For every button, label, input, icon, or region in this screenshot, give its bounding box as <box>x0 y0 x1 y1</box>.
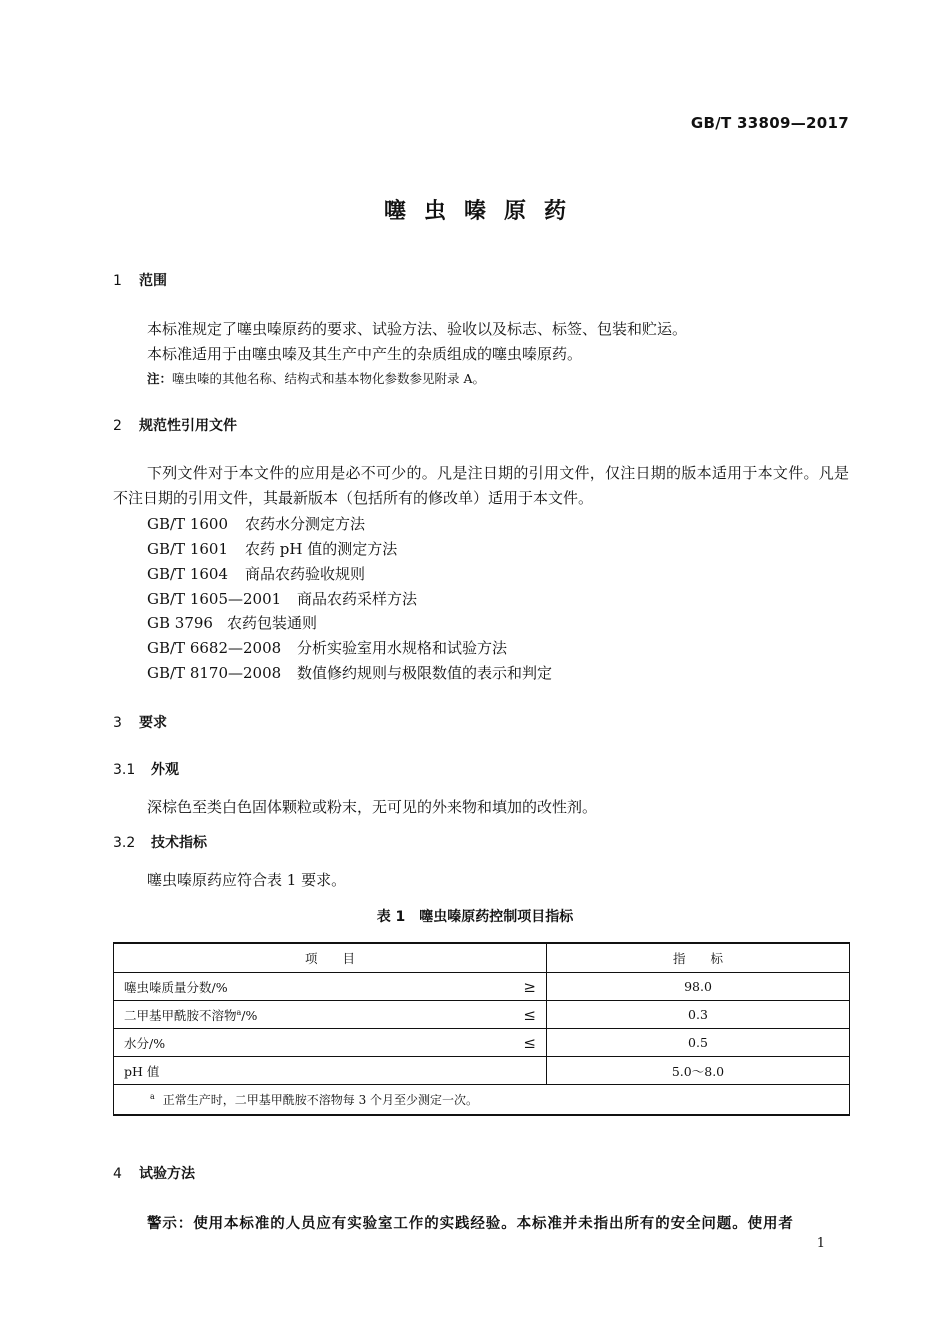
section-3-1-heading <box>113 759 179 779</box>
standard-code-header: GB/T 33809—2017 <box>690 114 849 132</box>
note-label: 注： <box>147 371 173 386</box>
section-1-heading <box>113 270 167 290</box>
reference-item <box>147 538 397 559</box>
section-number: 3.2 <box>113 835 136 851</box>
value-cell: 5.0～8.0 <box>547 1057 850 1085</box>
reference-name: 数值修约规则与极限数值的表示和判定 <box>297 664 553 682</box>
reference-name: 农药水分测定方法 <box>245 515 366 533</box>
scope-note <box>147 369 485 387</box>
value-cell: 0.3 <box>547 1001 850 1029</box>
references-intro: 下列文件对于本文件的应用是必不可少的。凡是注日期的引用文件，仅注日期的版本适用于本文件。凡是不注日期的引用文件，其最新版本（包括所有的修改单）适用于本文件。 <box>113 464 849 507</box>
reference-name: 农药包装通则 <box>227 614 318 632</box>
item-cell <box>114 1029 547 1057</box>
page-number: 1 <box>816 1236 825 1251</box>
table-footnote <box>114 1085 850 1116</box>
value-cell: 0.5 <box>547 1029 850 1057</box>
section-3-2-heading <box>113 832 207 852</box>
reference-item <box>147 563 365 584</box>
footnote-marker: a <box>236 1007 242 1017</box>
section-number: 1 <box>113 273 122 289</box>
table-header-row <box>114 943 850 973</box>
section-title: 试验方法 <box>139 1166 195 1182</box>
note-text: 噻虫嗪的其他名称、结构式和基本物化参数参见附录 A。 <box>172 371 486 386</box>
reference-code: GB 3796 <box>147 614 213 632</box>
reference-name: 商品农药采样方法 <box>297 590 418 608</box>
section-title: 范围 <box>139 273 167 289</box>
reference-code: GB/T 1604 <box>147 565 229 583</box>
spec-table <box>113 942 850 1116</box>
scope-paragraph-1: 本标准规定了噻虫嗪原药的要求、试验方法、验收以及标志、标签、包装和贮运。 <box>147 320 688 338</box>
item-cell <box>114 1057 547 1085</box>
item-name: 二甲基甲酰胺不溶物 <box>124 1007 237 1023</box>
item-cell <box>114 973 547 1001</box>
reference-code: GB/T 1605—2001 <box>147 590 282 608</box>
reference-item <box>147 637 507 658</box>
item-name: 噻虫嗪质量分数/% <box>124 979 228 995</box>
appearance-text: 深棕色至类白色固体颗粒或粉末，无可见的外来物和填加的改性剂。 <box>147 798 598 816</box>
reference-code: GB/T 8170—2008 <box>147 664 282 682</box>
section-title: 要求 <box>139 715 167 731</box>
reference-name: 商品农药验收规则 <box>245 565 366 583</box>
section-title: 规范性引用文件 <box>139 418 237 434</box>
section-number: 3.1 <box>113 762 136 778</box>
item-name: pH 值 <box>124 1063 160 1079</box>
table-row <box>114 1057 850 1085</box>
table-row <box>114 973 850 1001</box>
technical-index-text: 噻虫嗪原药应符合表 1 要求。 <box>147 871 347 889</box>
table-footnote-row <box>114 1085 850 1116</box>
table-row <box>114 1029 850 1057</box>
item-name: 水分/% <box>124 1035 166 1051</box>
table-row <box>114 1001 850 1029</box>
comparison-operator: ≥ <box>523 977 536 996</box>
reference-item <box>147 662 552 683</box>
section-title: 外观 <box>151 762 179 778</box>
item-cell <box>114 1001 547 1029</box>
value-cell: 98.0 <box>547 973 850 1001</box>
comparison-operator: ≤ <box>523 1005 536 1024</box>
column-header-item: 项 目 <box>114 943 547 973</box>
reference-item <box>147 588 417 609</box>
section-number: 3 <box>113 715 122 731</box>
reference-item <box>147 513 365 534</box>
reference-name: 农药 pH 值的测定方法 <box>245 540 398 558</box>
scope-paragraph-2: 本标准适用于由噻虫嗪及其生产中产生的杂质组成的噻虫嗪原药。 <box>147 345 583 363</box>
reference-code: GB/T 6682—2008 <box>147 639 282 657</box>
reference-name: 分析实验室用水规格和试验方法 <box>297 639 508 657</box>
reference-item <box>147 612 317 633</box>
item-unit: /% <box>241 1007 258 1023</box>
column-header-value: 指 标 <box>547 943 850 973</box>
section-number: 4 <box>113 1166 122 1182</box>
safety-warning: 警示：使用本标准的人员应有实验室工作的实践经验。本标准并未指出所有的安全问题。使用者 <box>147 1216 794 1232</box>
footnote-marker: a <box>150 1092 155 1101</box>
section-3-heading <box>113 712 167 732</box>
footnote-text: 正常生产时，二甲基甲酰胺不溶物每 3 个月至少测定一次。 <box>162 1093 479 1107</box>
reference-code: GB/T 1601 <box>147 540 229 558</box>
comparison-operator: ≤ <box>523 1033 536 1052</box>
section-title: 技术指标 <box>151 835 207 851</box>
section-2-heading <box>113 415 237 435</box>
reference-code: GB/T 1600 <box>147 515 229 533</box>
section-number: 2 <box>113 418 122 434</box>
section-4-heading <box>113 1163 195 1183</box>
table-caption: 表 1 噻虫嗪原药控制项目指标 <box>376 909 574 925</box>
document-title: 噻虫嗪原药 <box>383 199 584 224</box>
